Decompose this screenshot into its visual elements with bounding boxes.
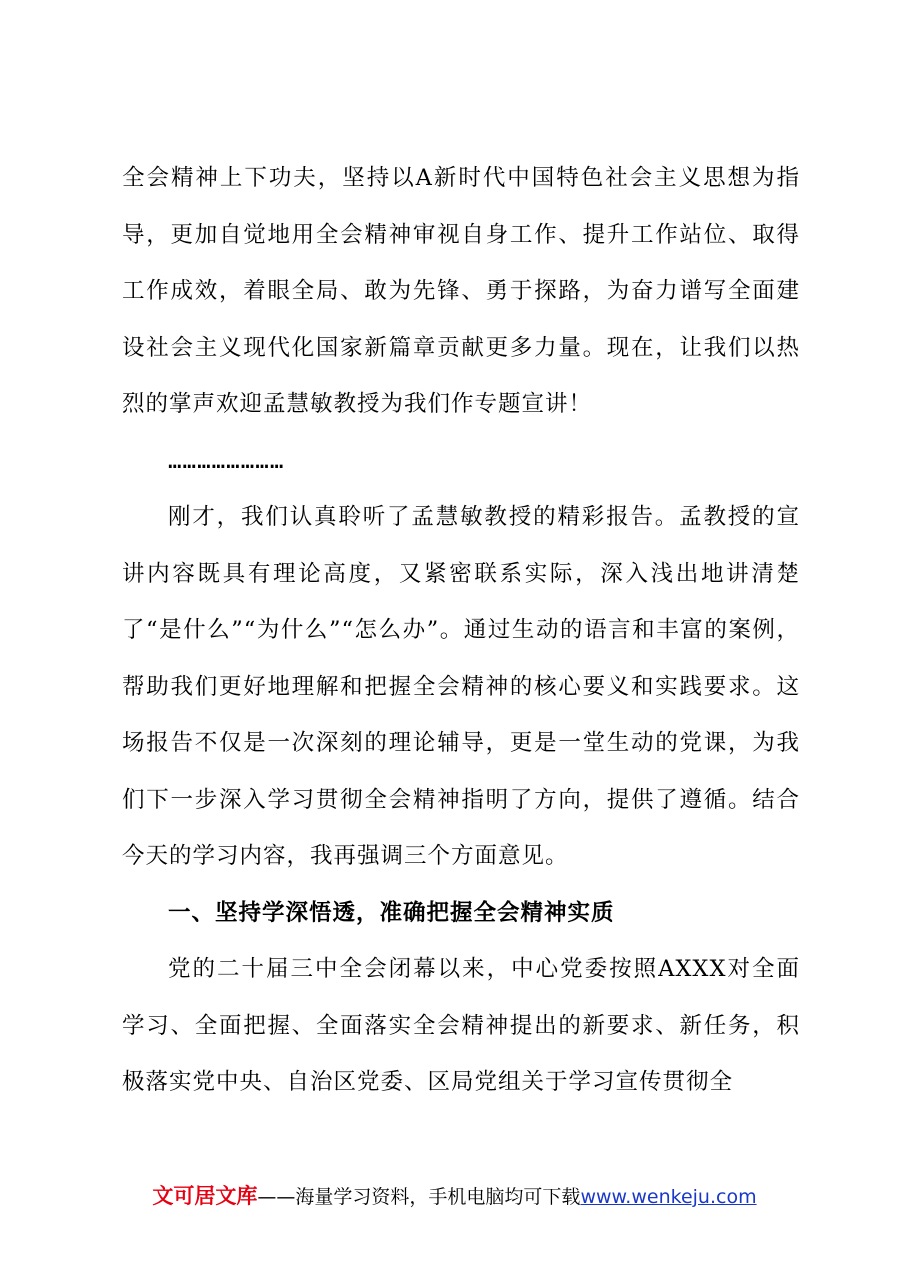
document-body (122, 150, 800, 1111)
paragraph-section-1-body: 党的二十届三中全会闭幕以来，中心党委按照AXXX对全面学习、全面把握、全面落实全会精神提出的新要求、新任务，积极落实党中央、自治区党委、区局党组关于学习宣传贯彻全 (122, 956, 800, 1095)
footer-site-link[interactable]: www.wenkeju.com (580, 1186, 757, 1208)
paragraph-summary: 刚才，我们认真聆听了孟慧敏教授的精彩报告。孟教授的宣讲内容既具有理论高度，又紧密联系实际，深入浅出地讲清楚了“是什么”“为什么”“怎么办”。通过生动的语言和丰富的案例，帮助我们更好地理解和把握全会精神的核心要义和实践要求。这场报告不仅是一次深刻的理论辅导，更是一堂生动的党课，为我们下一步深入学习贯彻全会精神指明了方向，提供了遵循。结合今天的学习内容，我再强调三个方面意见。 (122, 504, 800, 869)
footer-brand: 文可居文库 (152, 1184, 258, 1208)
footer-slogan: ——海量学习资料，手机电脑均可下载 (257, 1186, 581, 1208)
ellipsis-separator: …………………… (168, 447, 285, 474)
paragraph-intro-continuation: 全会精神上下功夫，坚持以A新时代中国特色社会主义思想为指导，更加自觉地用全会精神审视自身工作、提升工作站位、取得工作成效，着眼全局、敢为先锋、勇于探路，为奋力谱写全面建设社会主义现代化国家新篇章贡献更多力量。现在，让我们以热烈的掌声欢迎孟慧敏教授为我们作专题宣讲！ (122, 165, 800, 417)
footer-banner (0, 1180, 909, 1213)
section-heading-1: 一、坚持学深悟透，准确把握全会精神实质 (168, 899, 615, 926)
